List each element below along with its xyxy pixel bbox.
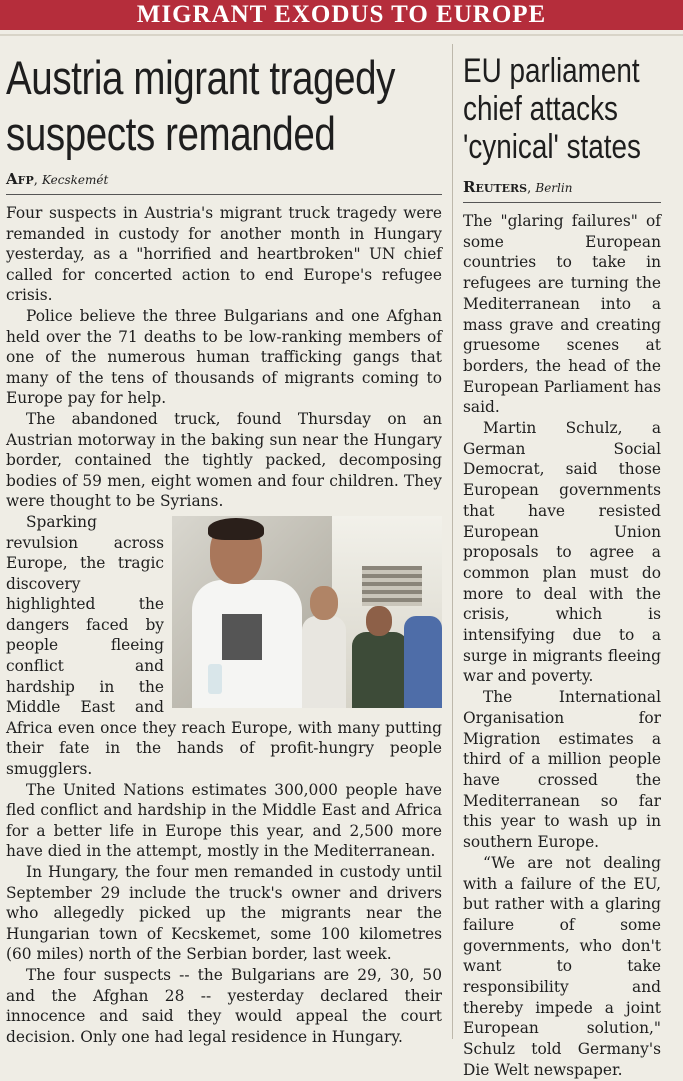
side-body: [463, 211, 661, 1081]
main-paragraph: Four suspects in Austria's migrant truck tragedy were remanded in custody for another month in Hungary yesterday, as a "horrified and heartbroken" UN chief called for concerted action to end Europe's refugee crisis.: [6, 204, 442, 305]
main-paragraph: The abandoned truck, found Thursday on an Austrian motorway in the baking sun near the Hungary border, contained the tightly packed, decomposing bodies of 59 men, eight women and four children. They were thought to be Syrians.: [6, 409, 442, 511]
news-photo: [172, 516, 442, 708]
main-location: Kecskemét: [42, 173, 109, 187]
main-paragraph: Police believe the three Bulgarians and one Afghan held over the 71 deaths to be low-ranking members of one of the numerous human trafficking gangs that many of the tens of thousands of migrants coming to Europe pay for help.: [6, 306, 442, 408]
main-byline: Afp, Kecskemét: [6, 170, 109, 188]
main-body: [6, 203, 442, 1047]
main-agency: Afp: [6, 170, 34, 188]
photo-person: [352, 606, 408, 708]
side-paragraph: “We are not dealing with a failure of the EU, but rather with a glaring failure of some governments, who don't want to take responsibility and thereby impede a joint European solution," Schulz told Germany's Die Welt newspaper.: [463, 853, 661, 1079]
side-headline: EU parliament chief attacks 'cynical' states: [463, 52, 642, 166]
main-paragraph: The four suspects -- the Bulgarians are 29, 30, 50 and the Afghan 28 -- yesterday declared their innocence and said they would appeal the court decision. Only one had legal residence in Hungary.: [6, 965, 442, 1046]
main-story: [6, 44, 442, 1047]
main-headline: Austria migrant tragedy suspects remanded: [6, 51, 396, 160]
photo-person: [404, 616, 442, 708]
column-divider: [452, 44, 453, 1039]
top-rule: [0, 34, 683, 36]
photo-stairs: [362, 566, 422, 606]
side-agency: Reuters: [463, 178, 528, 196]
photo-person: [302, 586, 346, 708]
side-story: [463, 44, 661, 1081]
section-banner: [0, 0, 683, 30]
main-byline-rule: [6, 194, 442, 195]
side-byline: Reuters, Berlin: [463, 178, 573, 196]
side-paragraph: Martin Schulz, a German Social Democrat, said those European governments that have resisted European Union proposals to agree a common plan must do more to deal with the crisis, which is intensifying due to a surge in migrants fleeing war and poverty.: [463, 419, 661, 686]
side-location: Berlin: [535, 181, 573, 195]
main-paragraph: The United Nations estimates 300,000 people have fled conflict and hardship in the Middle East and Africa for a better life in Europe this year, and 2,500 more have died in the attempt, mostly in the Mediterranean.: [6, 780, 442, 861]
side-paragraph: The International Organisation for Migration estimates a third of a million people have crossed the Mediterranean so far this year to wash up in southern Europe.: [463, 688, 661, 852]
main-paragraph: Sparking revulsion across Europe, the tragic discovery highlighted the dangers faced by people fleeing conflict and hardship in the Middle East and Africa even once they reach Europe, with many putting their fate in the hands of profit-hungry people smugglers.: [6, 512, 442, 779]
main-paragraph: In Hungary, the four men remanded in custody until September 29 include the truck's owner and drivers who allegedly picked up the migrants near the Hungarian town of Kecskemet, some 100 kilometres (60 miles) north of the Serbian border, last week.: [6, 863, 442, 964]
side-byline-rule: [463, 202, 661, 203]
section-title: MIGRANT EXODUS TO EUROPE: [136, 1, 547, 28]
photo-bottle: [208, 664, 222, 694]
side-paragraph: The "glaring failures" of some European countries to take in refugees are turning the Mediterranean into a mass grave and creating gruesome scenes at borders, the head of the European Parliament has said.: [463, 212, 661, 417]
